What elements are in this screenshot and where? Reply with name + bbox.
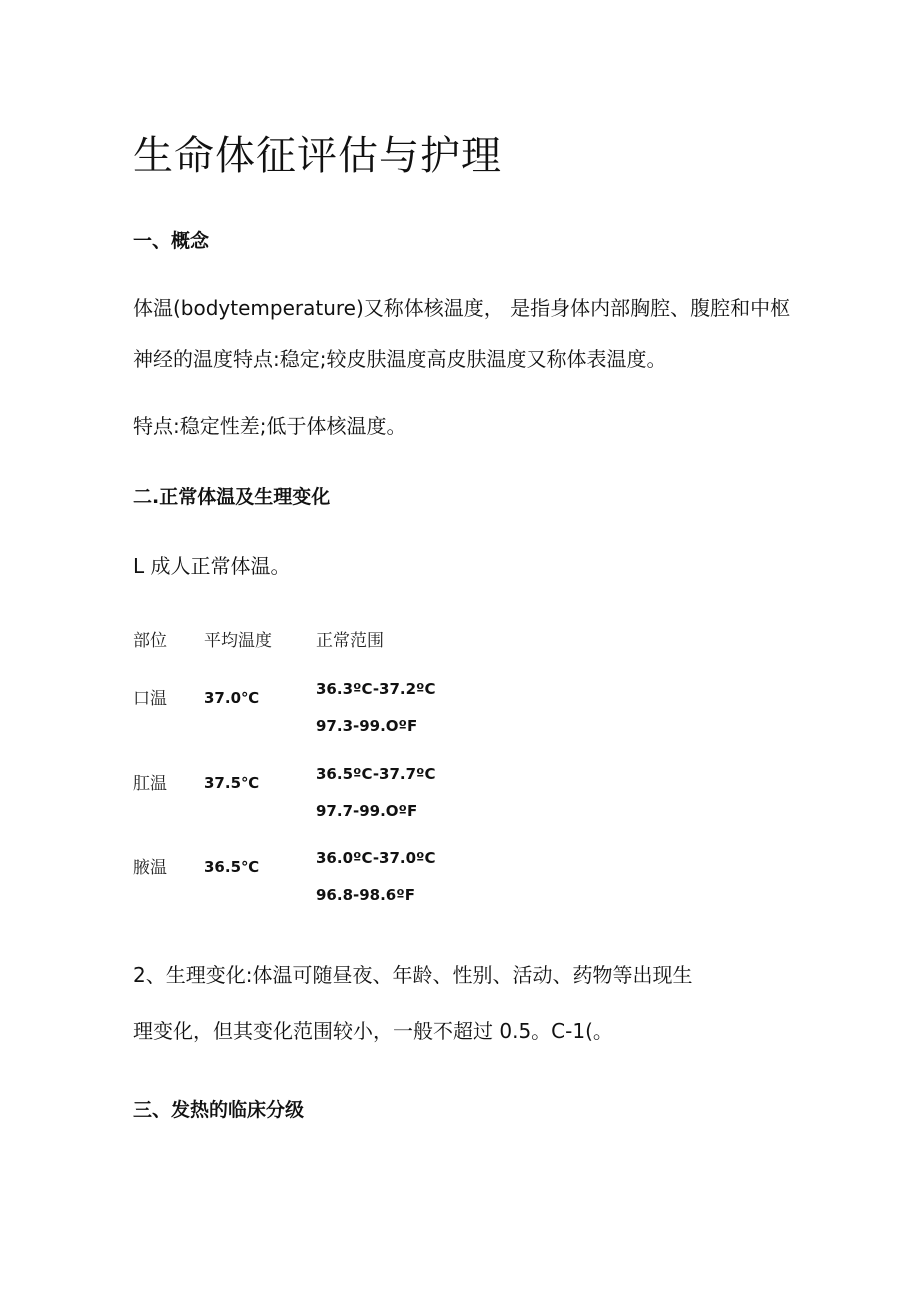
- physiological-change-line-1: 2、生理变化:体温可随昼夜、年龄、性别、活动、药物等出现生: [133, 963, 693, 987]
- concept-characteristics: 特点:稳定性差;低于体核温度。: [133, 414, 407, 438]
- table-cell-average: 37.0℃: [204, 689, 260, 707]
- section-heading-concept: 一、概念: [133, 230, 210, 252]
- table-cell-average: 37.5℃: [204, 774, 260, 792]
- table-cell-average: 36.5℃: [204, 858, 260, 876]
- concept-paragraph-line-1: 体温(bodytemperature)又称体核温度， 是指身体内部胸腔、腹腔和中枢: [133, 296, 791, 320]
- document-title: 生命体征评估与护理: [133, 133, 502, 179]
- adult-normal-temperature-item: L 成人正常体温。: [133, 554, 291, 578]
- table-header-range: 正常范围: [316, 631, 384, 651]
- table-cell-range-celsius: 36.5ºC-37.7ºC: [316, 765, 436, 783]
- table-cell-site: 口温: [133, 689, 167, 709]
- table-cell-range-fahrenheit: 96.8-98.6ºF: [316, 886, 415, 904]
- section-heading-normal-temperature: 二.正常体温及生理变化: [133, 486, 331, 508]
- table-cell-site: 肛温: [133, 774, 167, 794]
- table-cell-range-celsius: 36.3ºC-37.2ºC: [316, 680, 436, 698]
- table-cell-range-fahrenheit: 97.7-99.OºF: [316, 802, 418, 820]
- table-header-site: 部位: [133, 631, 167, 651]
- table-cell-range-fahrenheit: 97.3-99.OºF: [316, 717, 418, 735]
- physiological-change-line-2: 理变化，但其变化范围较小，一般不超过 0.5。C-1(。: [133, 1019, 613, 1043]
- concept-paragraph-line-2: 神经的温度特点:稳定;较皮肤温度高皮肤温度又称体表温度。: [133, 347, 667, 371]
- table-cell-range-celsius: 36.0ºC-37.0ºC: [316, 849, 436, 867]
- section-heading-fever-grading: 三、发热的临床分级: [133, 1099, 305, 1121]
- table-header-average: 平均温度: [204, 631, 272, 651]
- table-cell-site: 腋温: [133, 858, 167, 878]
